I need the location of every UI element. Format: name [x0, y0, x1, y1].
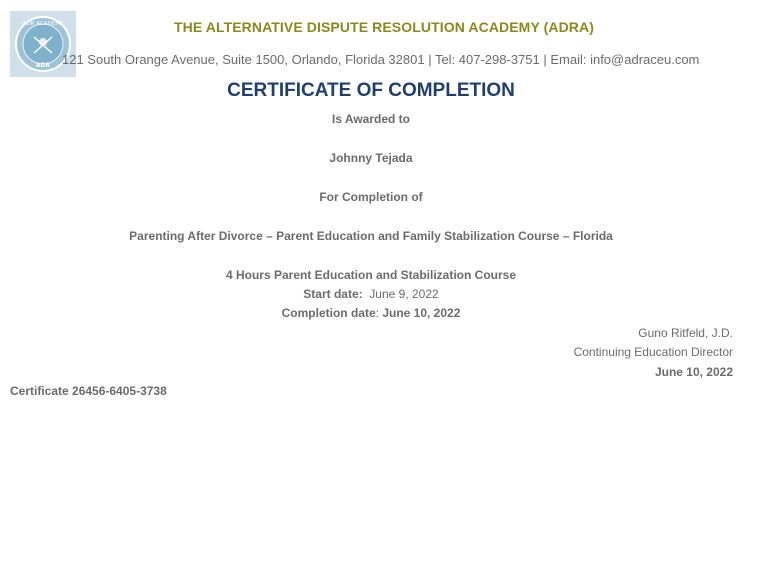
- signatory-name: Guno Ritfeld, J.D.: [638, 326, 733, 340]
- logo-text-top: ADR ACADEMY: [22, 21, 64, 27]
- completion-date-colon: :: [375, 306, 379, 320]
- recipient-name: Johnny Tejada: [329, 151, 413, 165]
- logo-text-bottom: ADR: [35, 62, 51, 69]
- completion-date: [0, 306, 742, 320]
- start-date-label: Start date:: [303, 287, 363, 301]
- contact-line: 121 South Orange Avenue, Suite 1500, Orlando, Florida 32801 | Tel: 407-298-3751 | Email: info@adraceu.com: [62, 52, 700, 67]
- course-name: Parenting After Divorce – Parent Education and Family Stabilization Course – Florida: [129, 229, 613, 243]
- completion-date-value: June 10, 2022: [382, 306, 461, 320]
- completion-date-label: Completion date: [281, 306, 376, 320]
- organization-name: THE ALTERNATIVE DISPUTE RESOLUTION ACADEMY (ADRA): [174, 19, 594, 35]
- course-hours: 4 Hours Parent Education and Stabilization Course: [225, 268, 517, 282]
- signatory-role: Continuing Education Director: [573, 345, 733, 359]
- for-completion-label: For Completion of: [319, 190, 423, 204]
- start-date-value: June 9, 2022: [369, 287, 439, 301]
- certificate-number: Certificate 26456-6405-3738: [10, 384, 167, 398]
- certificate-title: CERTIFICATE OF COMPLETION: [227, 80, 515, 101]
- awarded-label: Is Awarded to: [331, 112, 411, 126]
- signature-date: June 10, 2022: [654, 365, 733, 379]
- start-date: [0, 287, 742, 301]
